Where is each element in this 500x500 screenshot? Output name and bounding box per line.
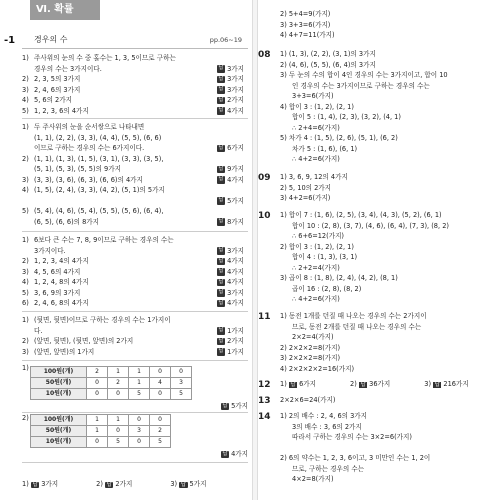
problem-10-answers bbox=[280, 211, 500, 306]
answer bbox=[217, 176, 244, 185]
answer-value: 6가지 bbox=[227, 144, 244, 152]
answer-value: 4가지 bbox=[227, 278, 244, 286]
text-line bbox=[22, 144, 248, 155]
answer-value: 4가지 bbox=[227, 257, 244, 265]
right-top-lines bbox=[280, 10, 500, 42]
answer-value: 2가지 bbox=[227, 337, 244, 345]
text-line: 곱이 16 : (2, 8), (8, 2) bbox=[292, 284, 362, 293]
answer-value: 3가지 bbox=[227, 64, 244, 73]
problem-14-answers bbox=[280, 412, 500, 486]
answer bbox=[217, 278, 244, 287]
item-label: 1) bbox=[280, 380, 287, 388]
coin-table-1 bbox=[30, 366, 192, 400]
answer bbox=[350, 380, 390, 389]
text-line bbox=[22, 337, 248, 348]
item-label: 3) bbox=[22, 267, 29, 276]
item-text: 4, 5, 6의 4가지 bbox=[34, 267, 81, 276]
item-label: 4) bbox=[22, 186, 29, 194]
table-row bbox=[31, 389, 192, 400]
text-line bbox=[22, 236, 248, 247]
answer-badge: 답 bbox=[218, 75, 224, 82]
table-row bbox=[31, 437, 171, 448]
section-title: 경우의 수 bbox=[34, 35, 68, 44]
answer bbox=[217, 218, 244, 227]
answer-badge: 답 bbox=[218, 197, 224, 204]
text-line: 차가 5 : (1, 6), (6, 1) bbox=[292, 144, 358, 153]
item-label: 2) bbox=[350, 380, 357, 388]
table-cell: 2 bbox=[87, 367, 108, 378]
answer-value: 8가지 bbox=[227, 217, 244, 226]
answer-value: 4가지 bbox=[227, 299, 244, 307]
problem-13-answer: 2×2×6=24(가지) bbox=[280, 396, 336, 404]
text-line bbox=[22, 186, 248, 197]
answer-badge: 답 bbox=[222, 402, 228, 409]
table-cell: 0 bbox=[108, 389, 129, 400]
item-text: 1, 2, 3, 6의 4가지 bbox=[34, 106, 89, 115]
answer-badge: 답 bbox=[218, 327, 224, 334]
answer-value: 3가지 bbox=[227, 75, 244, 83]
text-line: ∴ 2+2=4(가지) bbox=[292, 263, 340, 272]
item-text: (앞면, 뒷면), (뒷면, 앞면)의 2가지 bbox=[34, 337, 134, 345]
item-text: (1, 1), (2, 2), (3, 3), (4, 4), (5, 5), (6, 6) bbox=[34, 133, 162, 142]
item-label: 1) bbox=[22, 316, 29, 324]
table-cell: 5 bbox=[108, 437, 129, 448]
table-cell: 1 bbox=[87, 426, 108, 437]
table-row bbox=[31, 367, 192, 378]
table1-label: 1) bbox=[22, 364, 29, 372]
table2-label: 2) bbox=[22, 414, 29, 422]
item-label: 2) bbox=[22, 154, 29, 163]
text-line bbox=[22, 134, 248, 145]
table-cell: 1 bbox=[129, 378, 150, 389]
item-text: (3, 3), (3, 6), (6, 3), (6, 6)의 4가지 bbox=[34, 175, 143, 184]
item-label: 2) bbox=[22, 337, 29, 345]
answer-badge: 답 bbox=[218, 247, 224, 254]
text-line: 3) 4+2=6(가지) bbox=[280, 194, 331, 202]
problem-09-answers bbox=[280, 173, 500, 205]
text-line: 1) 3, 6, 9, 12의 4가지 bbox=[280, 173, 348, 181]
answer-badge: 답 bbox=[218, 86, 224, 93]
item-label: 5) bbox=[22, 106, 29, 115]
text-line: 2) 합이 3 : (1, 2), (2, 1) bbox=[280, 242, 354, 251]
answer bbox=[217, 75, 244, 84]
item-text: 1, 2, 3, 4의 4가지 bbox=[34, 257, 89, 265]
answer-value: 9가지 bbox=[227, 165, 244, 173]
table-cell: 0 bbox=[150, 415, 171, 426]
answer-group-2 bbox=[22, 123, 248, 228]
problem-number-11: 11 bbox=[258, 312, 271, 322]
table-cell: 1 bbox=[108, 415, 129, 426]
item-text: 다. bbox=[34, 326, 43, 335]
answer-badge: 답 bbox=[290, 382, 296, 388]
text-line bbox=[22, 197, 248, 208]
answer-value: 216가지 bbox=[443, 380, 469, 388]
bottom-answers bbox=[22, 480, 206, 489]
text-line: ∴ 6+6=12(가지) bbox=[292, 232, 345, 240]
answer bbox=[217, 197, 244, 206]
text-line: 4) 2×2×2×2=16(가지) bbox=[280, 364, 355, 373]
table-cell: 1 bbox=[87, 415, 108, 426]
bottom-answer-3: 3) 답 5가지 bbox=[170, 480, 207, 488]
group-divider bbox=[22, 462, 248, 463]
answer-badge: 답 bbox=[218, 299, 224, 306]
text-line: 므로, 동전 2개를 던질 때 나오는 경우의 수는 bbox=[292, 322, 422, 331]
section-rule bbox=[22, 48, 248, 49]
table-cell: 0 bbox=[150, 389, 171, 400]
table-cell: 3 bbox=[171, 378, 192, 389]
answer-badge: 답 bbox=[222, 450, 228, 457]
group-divider bbox=[22, 412, 248, 413]
text-line: 합이 5 : (1, 4), (2, 3), (3, 2), (4, 1) bbox=[292, 113, 401, 121]
answer bbox=[217, 96, 244, 105]
item-text: (6, 5), (6, 6)의 8가지 bbox=[34, 217, 100, 226]
text-line bbox=[22, 247, 248, 258]
text-line bbox=[22, 278, 248, 289]
problem-number-12: 12 bbox=[258, 380, 271, 390]
item-text: 경우의 수는 3가지이다. bbox=[34, 64, 102, 73]
table1-answer: 답 5가지 bbox=[222, 402, 248, 410]
table-cell: 0 bbox=[129, 437, 150, 448]
item-label: 3) bbox=[22, 347, 29, 356]
item-text: 주사위의 눈의 수 중 홀수는 1, 3, 5이므로 구하는 bbox=[34, 54, 176, 62]
text-line bbox=[22, 75, 248, 86]
text-line: 2) 6의 약수는 1, 2, 3, 6이고, 3 미만인 수는 1, 2이 bbox=[280, 454, 431, 462]
text-line bbox=[22, 316, 248, 327]
answer bbox=[217, 257, 244, 266]
item-label: 5) bbox=[22, 207, 29, 215]
text-line: 합이 10 : (2, 8), (3, 7), (4, 6), (6, 4), (7, 3), (8, 2) bbox=[292, 221, 449, 230]
answer-value: 2가지 bbox=[227, 96, 244, 104]
table-cell: 5 bbox=[150, 437, 171, 448]
answer-badge: 답 bbox=[434, 382, 440, 388]
text-line bbox=[22, 107, 248, 118]
text-line bbox=[22, 268, 248, 279]
item-text: (1, 1), (1, 3), (1, 5), (3, 1), (3, 3), (3, 5), bbox=[34, 154, 164, 163]
text-line: 2×2=4(가지) bbox=[292, 333, 334, 341]
answer-value: 1가지 bbox=[227, 326, 244, 335]
answer bbox=[217, 299, 244, 308]
table-row bbox=[31, 378, 192, 389]
answer bbox=[217, 65, 244, 74]
group-divider bbox=[22, 360, 248, 361]
problem-11-answers bbox=[280, 312, 500, 375]
problem-number-09: 09 bbox=[258, 173, 271, 183]
answer bbox=[424, 380, 468, 389]
answer-badge: 답 bbox=[218, 257, 224, 264]
text-line bbox=[22, 299, 248, 310]
text-line: 3) 곱이 8 : (1, 8), (2, 4), (4, 2), (8, 1) bbox=[280, 274, 398, 282]
text-line: 3) 두 눈의 수의 합이 4인 경우의 수는 3가지이고, 합이 10 bbox=[280, 71, 448, 79]
answer bbox=[217, 107, 244, 116]
answer-badge: 답 bbox=[218, 96, 224, 103]
text-line: 2) 5+4=9(가지) bbox=[280, 10, 331, 18]
text-line bbox=[22, 65, 248, 76]
text-line bbox=[22, 165, 248, 176]
table-row bbox=[31, 426, 171, 437]
item-text: 2, 4, 6의 3가지 bbox=[34, 85, 81, 94]
answer-value: 1가지 bbox=[227, 347, 244, 356]
item-label: 6) bbox=[22, 299, 29, 307]
answer-badge: 답 bbox=[360, 382, 366, 388]
item-text: 3, 6, 9의 3가지 bbox=[34, 288, 81, 297]
answer bbox=[217, 165, 244, 174]
item-text: 이므로 구하는 경우의 수는 6가지이다. bbox=[34, 144, 145, 152]
item-label: 5) bbox=[22, 288, 29, 297]
table-cell: 0 bbox=[129, 415, 150, 426]
table-cell: 3 bbox=[129, 426, 150, 437]
table2-answer: 답 4가지 bbox=[222, 450, 248, 458]
item-text: 5, 6의 2가지 bbox=[34, 96, 72, 104]
row-header: 10원(개) bbox=[31, 389, 87, 400]
answer-value: 6가지 bbox=[299, 380, 317, 388]
answer-value: 3가지 bbox=[227, 288, 244, 297]
text-line: 1) 2의 배수 : 2, 4, 6의 3가지 bbox=[280, 412, 368, 420]
answer bbox=[217, 337, 244, 346]
table-cell: 4 bbox=[150, 378, 171, 389]
item-text: (5, 1), (5, 3), (5, 5)의 9가지 bbox=[34, 165, 121, 173]
text-line: 1) (1, 3), (2, 2), (3, 1)의 3가지 bbox=[280, 50, 376, 58]
answer-badge: 답 bbox=[32, 482, 38, 488]
page-range: pp.06~19 bbox=[209, 36, 242, 44]
item-text: 1, 2, 4, 8의 4가지 bbox=[34, 278, 89, 286]
text-line: ∴ 2+4=6(가지) bbox=[292, 123, 340, 132]
text-line bbox=[22, 96, 248, 107]
text-line: 2) 5, 10의 2가지 bbox=[280, 183, 332, 192]
table-row bbox=[31, 415, 171, 426]
table-cell: 0 bbox=[171, 367, 192, 378]
text-line: 1) 합이 7 : (1, 6), (2, 5), (3, 4), (4, 3), (5, 2), (6, 1) bbox=[280, 211, 442, 219]
text-line bbox=[22, 289, 248, 300]
group-divider bbox=[22, 311, 248, 312]
answer-badge: 답 bbox=[218, 107, 224, 114]
text-line bbox=[22, 257, 248, 268]
table-cell: 5 bbox=[171, 389, 192, 400]
answer-badge: 답 bbox=[106, 482, 112, 488]
item-label: 1) bbox=[22, 236, 29, 244]
item-label: 2) bbox=[22, 257, 29, 265]
item-text: (앞면, 앞면)의 1가지 bbox=[34, 347, 95, 356]
answer-value: 4가지 bbox=[227, 267, 244, 276]
text-line: 인 경우의 수는 3가지이므로 구하는 경우의 수는 bbox=[292, 81, 430, 90]
answer-badge: 답 bbox=[180, 482, 187, 488]
table-cell: 1 bbox=[129, 367, 150, 378]
text-line: 므로, 구하는 경우의 수는 bbox=[292, 464, 365, 473]
table-cell: 5 bbox=[129, 389, 150, 400]
item-label: 2) bbox=[22, 75, 29, 83]
answer-value: 36가지 bbox=[369, 380, 391, 388]
table-cell: 1 bbox=[108, 367, 129, 378]
table-cell: 2 bbox=[150, 426, 171, 437]
row-header: 50원(개) bbox=[31, 378, 87, 389]
group-divider bbox=[22, 118, 248, 119]
text-line bbox=[280, 444, 500, 455]
table-cell: 0 bbox=[87, 437, 108, 448]
item-label: 3) bbox=[22, 85, 29, 94]
text-line: 합이 4 : (1, 3), (3, 1) bbox=[292, 253, 358, 261]
text-line bbox=[22, 218, 248, 229]
table-cell: 0 bbox=[87, 378, 108, 389]
right-column bbox=[258, 0, 500, 500]
item-label: 1) bbox=[22, 54, 29, 62]
answer-value: 4가지 bbox=[227, 106, 244, 115]
answer-badge: 답 bbox=[218, 348, 224, 355]
row-header: 100원(개) bbox=[31, 415, 87, 426]
problem-number-14: 14 bbox=[258, 412, 271, 422]
text-line: 4) 합이 3 : (1, 2), (2, 1) bbox=[280, 102, 354, 111]
text-line: 3) 3+3=6(가지) bbox=[280, 20, 331, 29]
answer-badge: 답 bbox=[218, 165, 224, 172]
row-header: 100원(개) bbox=[31, 367, 87, 378]
text-line bbox=[22, 348, 248, 359]
text-line: 3의 배수 : 3, 6의 2가지 bbox=[292, 422, 362, 431]
item-label: 1) bbox=[22, 123, 29, 131]
answer bbox=[280, 380, 316, 389]
answer bbox=[217, 348, 244, 357]
table-cell: 0 bbox=[150, 367, 171, 378]
coin-table-2 bbox=[30, 414, 171, 448]
answer-group-3 bbox=[22, 236, 248, 310]
answer bbox=[217, 247, 244, 256]
item-text: (1, 5), (2, 4), (3, 3), (4, 2), (5, 1)의 5가지 bbox=[34, 186, 165, 194]
item-text: 2, 3, 5의 3가지 bbox=[34, 75, 81, 83]
item-text: 2, 4, 6, 8의 4가지 bbox=[34, 299, 89, 307]
item-text: (5, 4), (4, 6), (5, 4), (5, 5), (5, 6), (6, 4), bbox=[34, 207, 164, 215]
text-line bbox=[22, 86, 248, 97]
answer bbox=[217, 327, 244, 336]
text-line: ∴ 4+2=6(가지) bbox=[292, 155, 340, 163]
section-number: -1 bbox=[4, 35, 16, 46]
table-cell: 2 bbox=[108, 378, 129, 389]
text-line bbox=[22, 207, 248, 218]
answer-badge: 답 bbox=[218, 176, 224, 183]
text-line: 4) 4+7=11(가지) bbox=[280, 31, 335, 39]
item-text: (뒷면, 뒷면)이므로 구하는 경우의 수는 1가지이 bbox=[34, 316, 171, 324]
text-line: 3) 2×2×2=8(가지) bbox=[280, 354, 341, 362]
text-line: 4×2=8(가지) bbox=[292, 475, 334, 483]
text-line: 3+3=6(가지) bbox=[292, 92, 334, 100]
section-header bbox=[0, 34, 252, 48]
text-line: ∴ 4+2=6(가지) bbox=[292, 295, 340, 303]
problem-number-13: 13 bbox=[258, 396, 271, 406]
text-line: 2) 2×2×2=8(가지) bbox=[280, 343, 341, 352]
answer-value: 3가지 bbox=[227, 85, 244, 94]
bottom-answer-1: 1) 답 3가지 bbox=[22, 480, 59, 488]
item-text: 6보다 큰 수는 7, 8, 9이므로 구하는 경우의 수는 bbox=[34, 236, 174, 244]
row-header: 10원(개) bbox=[31, 437, 87, 448]
answer-badge: 답 bbox=[218, 144, 224, 151]
text-line: 1) 동전 1개를 던질 때 나오는 경우의 수는 2가지이 bbox=[280, 312, 427, 320]
text-line: 5) 차가 4 : (1, 5), (2, 6), (5, 1), (6, 2) bbox=[280, 134, 398, 142]
answer-badge: 답 bbox=[218, 218, 224, 225]
problem-number-08: 08 bbox=[258, 50, 271, 60]
item-label: 3) bbox=[424, 380, 432, 388]
text-line bbox=[22, 54, 248, 65]
answer-group-1 bbox=[22, 54, 248, 117]
group-divider bbox=[22, 231, 248, 232]
answer-badge: 답 bbox=[218, 65, 224, 72]
text-line bbox=[22, 155, 248, 166]
text-line bbox=[22, 123, 248, 134]
answer-badge: 답 bbox=[218, 278, 224, 285]
answer-value: 5가지 bbox=[227, 196, 244, 205]
item-label: 4) bbox=[22, 278, 29, 286]
text-line bbox=[22, 176, 248, 187]
answer-badge: 답 bbox=[218, 289, 224, 296]
answer-badge: 답 bbox=[218, 268, 224, 275]
item-text: 두 주사위의 눈을 순서쌍으로 나타내면 bbox=[34, 123, 145, 131]
answer-badge: 답 bbox=[218, 337, 224, 344]
text-line: 2) (4, 6), (5, 5), (6, 4)의 3가지 bbox=[280, 60, 376, 69]
item-text: 3가지이다. bbox=[34, 246, 66, 255]
answer bbox=[217, 289, 244, 298]
table-cell: 0 bbox=[108, 426, 129, 437]
answer-value: 3가지 bbox=[227, 246, 244, 255]
item-label: 3) bbox=[22, 175, 29, 184]
answer bbox=[217, 86, 244, 95]
answer-value: 4가지 bbox=[227, 175, 244, 184]
item-label: 4) bbox=[22, 96, 29, 104]
bottom-answer-2: 2) 답 2가지 bbox=[96, 480, 133, 488]
table-cell: 0 bbox=[87, 389, 108, 400]
answer bbox=[217, 144, 244, 153]
row-header: 50원(개) bbox=[31, 426, 87, 437]
problem-number-10: 10 bbox=[258, 211, 271, 221]
chapter-tab: Ⅵ. 확률 bbox=[30, 0, 100, 20]
problem-12-answers bbox=[280, 380, 500, 389]
answer bbox=[217, 268, 244, 277]
problem-08-answers bbox=[280, 50, 500, 166]
text-line bbox=[22, 327, 248, 338]
text-line: 따라서 구하는 경우의 수는 3×2=6(가지) bbox=[292, 433, 412, 441]
answer-group-4 bbox=[22, 316, 248, 358]
